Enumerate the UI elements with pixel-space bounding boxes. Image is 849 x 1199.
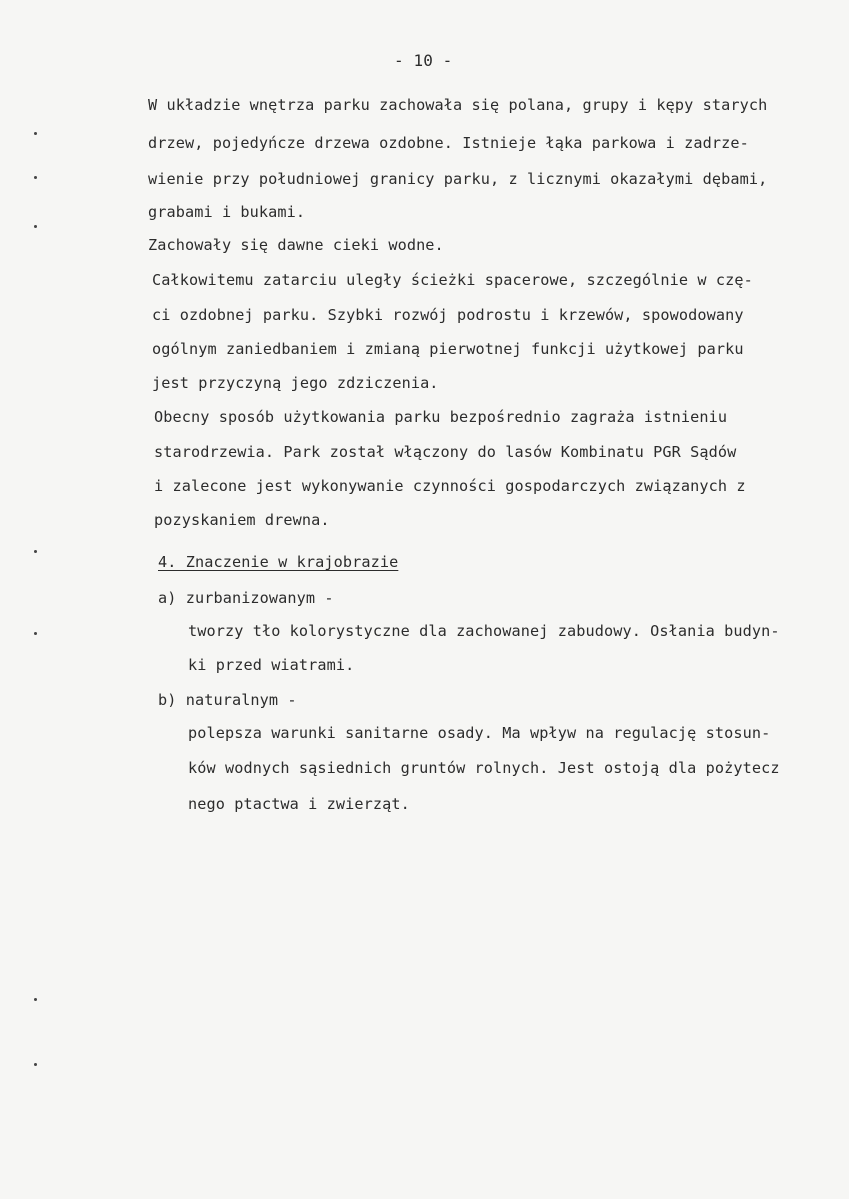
- margin-mark: [34, 998, 37, 1001]
- margin-mark: [34, 176, 37, 179]
- text-line: Obecny sposób użytkowania parku bezpośrednio zagraża istnieniu: [154, 408, 728, 426]
- list-item-label: b) naturalnym -: [158, 691, 297, 709]
- text-line: polepsza warunki sanitarne osady. Ma wpływ na regulację stosun-: [188, 724, 771, 742]
- text-line: i zalecone jest wykonywanie czynności gospodarczych związanych z: [154, 477, 746, 495]
- margin-mark: [34, 550, 37, 553]
- text-line: ków wodnych sąsiednich gruntów rolnych. Jest ostoją dla pożytecz: [188, 759, 780, 777]
- margin-mark: [34, 132, 37, 135]
- margin-mark: [34, 225, 37, 228]
- text-line: Całkowitemu zatarciu uległy ścieżki spacerowe, szczególnie w czę-: [152, 271, 753, 289]
- text-line: Zachowały się dawne cieki wodne.: [148, 236, 444, 254]
- text-line: nego ptactwa i zwierząt.: [188, 795, 410, 813]
- text-line: pozyskaniem drewna.: [154, 511, 330, 529]
- text-line: drzew, pojedyńcze drzewa ozdobne. Istnieje łąka parkowa i zadrze-: [148, 134, 749, 152]
- text-line: starodrzewia. Park został włączony do lasów Kombinatu PGR Sądów: [154, 443, 737, 461]
- text-line: wienie przy południowej granicy parku, z licznymi okazałymi dębami,: [148, 170, 768, 188]
- text-line: ki przed wiatrami.: [188, 656, 355, 674]
- text-line: ci ozdobnej parku. Szybki rozwój podrostu i krzewów, spowodowany: [152, 306, 744, 324]
- list-item-label: a) zurbanizowanym -: [158, 589, 334, 607]
- text-line: jest przyczyną jego zdziczenia.: [152, 374, 439, 392]
- margin-mark: [34, 632, 37, 635]
- text-line: ogólnym zaniedbaniem i zmianą pierwotnej funkcji użytkowej parku: [152, 340, 744, 358]
- page-number: - 10 -: [394, 51, 453, 70]
- text-line: tworzy tło kolorystyczne dla zachowanej zabudowy. Osłania budyn-: [188, 622, 780, 640]
- text-line: W układzie wnętrza parku zachowała się polana, grupy i kępy starych: [148, 96, 768, 114]
- margin-mark: [34, 1063, 37, 1066]
- text-line: grabami i bukami.: [148, 203, 306, 221]
- section-heading: 4. Znaczenie w krajobrazie: [158, 553, 399, 571]
